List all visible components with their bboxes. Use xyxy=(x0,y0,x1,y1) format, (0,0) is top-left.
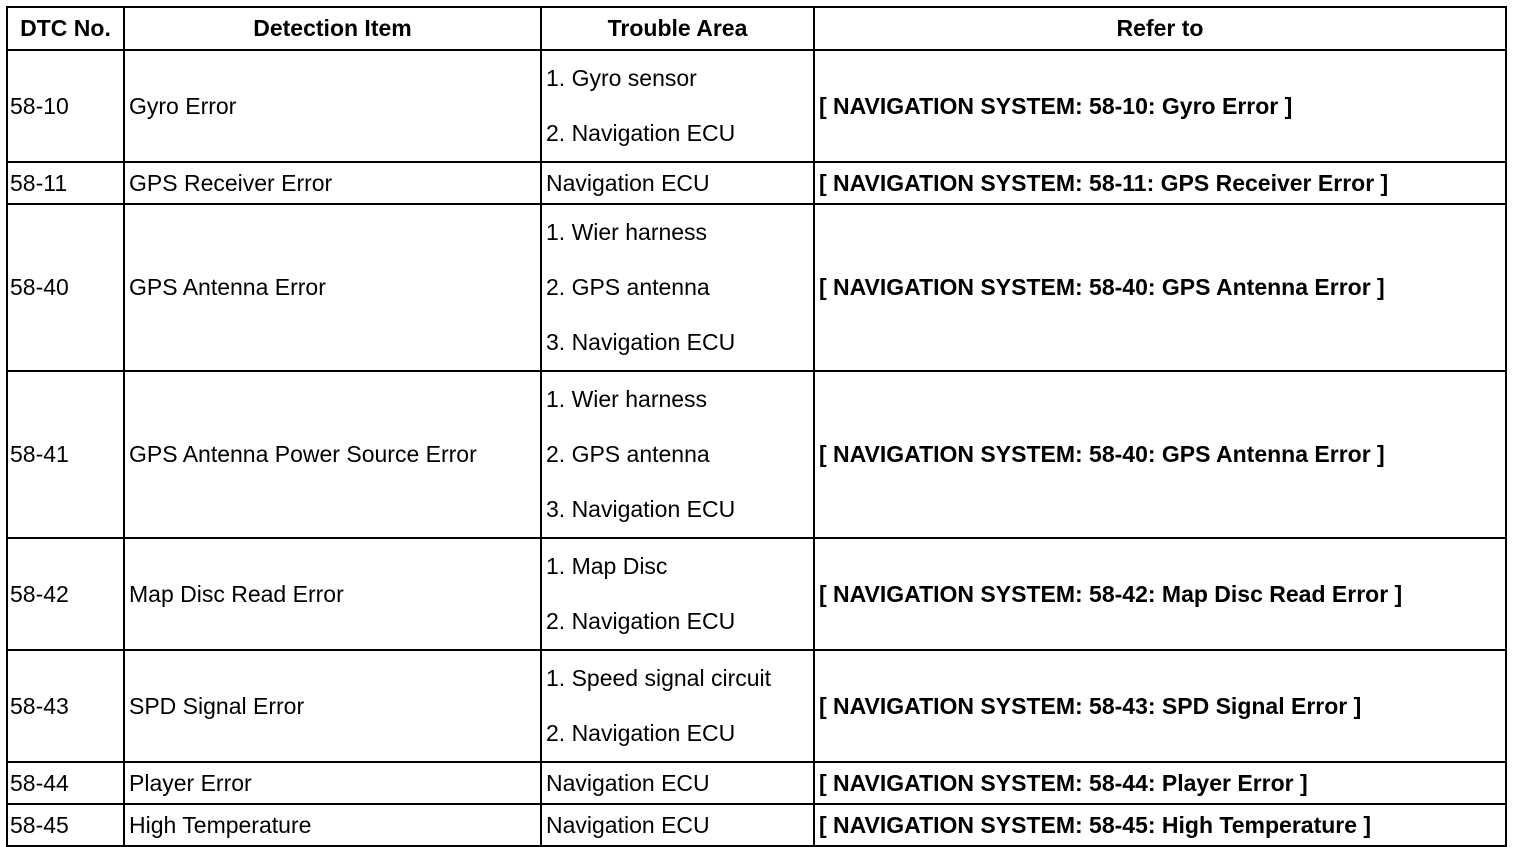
trouble-area-item: 2. Navigation ECU xyxy=(546,120,736,146)
dtc-code: 58-10 xyxy=(7,50,124,162)
table-row xyxy=(7,162,1506,204)
detection-item: GPS Antenna Power Source Error xyxy=(124,371,541,538)
trouble-area xyxy=(541,50,814,162)
header-detection-item: Detection Item xyxy=(124,7,541,50)
detection-item: Gyro Error xyxy=(124,50,541,162)
detection-item: GPS Receiver Error xyxy=(124,162,541,204)
refer-to-link: [ NAVIGATION SYSTEM: 58-10: Gyro Error ] xyxy=(814,50,1506,162)
trouble-area xyxy=(541,538,814,650)
table-row xyxy=(7,204,1506,371)
dtc-code: 58-43 xyxy=(7,650,124,762)
table-row xyxy=(7,371,1506,538)
trouble-area-item: Navigation ECU xyxy=(546,770,710,796)
trouble-area-item: 1. Map Disc xyxy=(546,553,668,579)
trouble-area-item: 1. Wier harness xyxy=(546,219,708,245)
refer-to-link: [ NAVIGATION SYSTEM: 58-42: Map Disc Read Error ] xyxy=(814,538,1506,650)
trouble-area-item: 3. Navigation ECU xyxy=(546,329,736,355)
detection-item: GPS Antenna Error xyxy=(124,204,541,371)
trouble-area-item: 1. Gyro sensor xyxy=(546,65,697,91)
detection-item: SPD Signal Error xyxy=(124,650,541,762)
header-trouble-area: Trouble Area xyxy=(541,7,814,50)
detection-item: High Temperature xyxy=(124,804,541,846)
refer-to-link: [ NAVIGATION SYSTEM: 58-43: SPD Signal Error ] xyxy=(814,650,1506,762)
trouble-area-item: 3. Navigation ECU xyxy=(546,496,736,522)
dtc-code: 58-41 xyxy=(7,371,124,538)
trouble-area xyxy=(541,804,814,846)
dtc-code: 58-45 xyxy=(7,804,124,846)
dtc-code: 58-11 xyxy=(7,162,124,204)
trouble-area xyxy=(541,650,814,762)
refer-to-link: [ NAVIGATION SYSTEM: 58-45: High Temperature ] xyxy=(814,804,1506,846)
trouble-area xyxy=(541,762,814,804)
header-dtc-no: DTC No. xyxy=(7,7,124,50)
dtc-code: 58-40 xyxy=(7,204,124,371)
trouble-area xyxy=(541,162,814,204)
trouble-area xyxy=(541,371,814,538)
refer-to-link: [ NAVIGATION SYSTEM: 58-40: GPS Antenna Error ] xyxy=(814,371,1506,538)
trouble-area-item: 1. Wier harness xyxy=(546,386,708,412)
dtc-table xyxy=(6,6,1507,847)
refer-to-link: [ NAVIGATION SYSTEM: 58-44: Player Error ] xyxy=(814,762,1506,804)
header-refer-to: Refer to xyxy=(814,7,1506,50)
table-row xyxy=(7,538,1506,650)
dtc-code: 58-42 xyxy=(7,538,124,650)
refer-to-link: [ NAVIGATION SYSTEM: 58-11: GPS Receiver Error ] xyxy=(814,162,1506,204)
table-body xyxy=(7,50,1506,846)
header-row xyxy=(7,7,1506,50)
trouble-area-item: 2. GPS antenna xyxy=(546,274,710,300)
trouble-area-item: 2. Navigation ECU xyxy=(546,608,736,634)
table-header xyxy=(7,7,1506,50)
trouble-area-item: Navigation ECU xyxy=(546,812,710,838)
table-row xyxy=(7,804,1506,846)
table-row xyxy=(7,762,1506,804)
trouble-area xyxy=(541,204,814,371)
trouble-area-item: 2. Navigation ECU xyxy=(546,720,736,746)
detection-item: Map Disc Read Error xyxy=(124,538,541,650)
trouble-area-item: 1. Speed signal circuit xyxy=(546,665,772,691)
table-row xyxy=(7,650,1506,762)
trouble-area-item: Navigation ECU xyxy=(546,170,710,196)
refer-to-link: [ NAVIGATION SYSTEM: 58-40: GPS Antenna Error ] xyxy=(814,204,1506,371)
detection-item: Player Error xyxy=(124,762,541,804)
trouble-area-item: 2. GPS antenna xyxy=(546,441,710,467)
table-row xyxy=(7,50,1506,162)
dtc-code: 58-44 xyxy=(7,762,124,804)
